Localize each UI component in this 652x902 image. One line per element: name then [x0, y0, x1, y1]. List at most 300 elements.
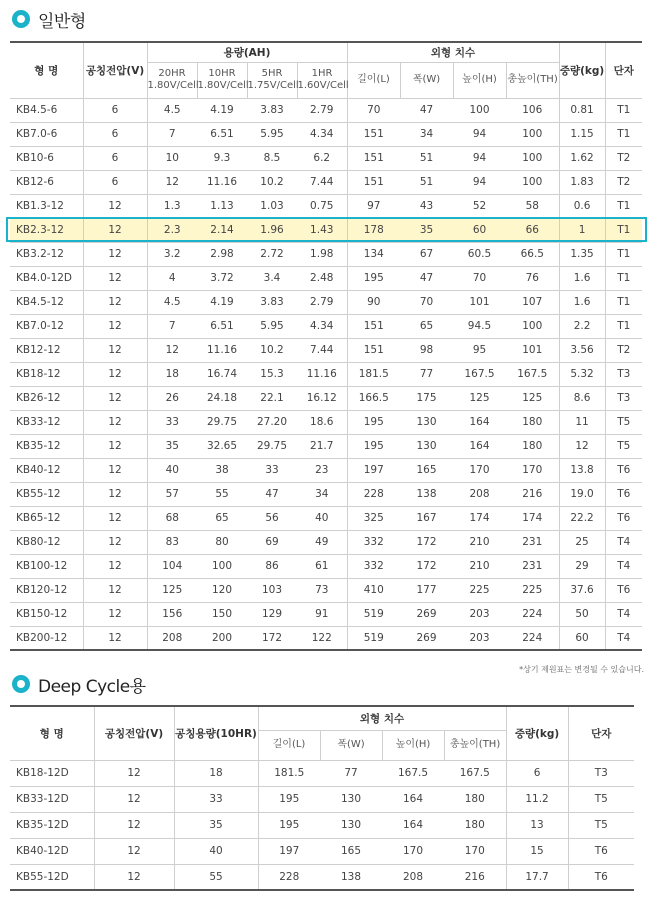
value-cell: 2.3 — [147, 218, 197, 242]
value-cell: T6 — [568, 838, 634, 864]
section-title-deep-cycle — [12, 671, 146, 697]
value-cell: 29.75 — [197, 410, 247, 434]
value-cell: 231 — [506, 554, 559, 578]
value-cell: 100 — [506, 314, 559, 338]
value-cell: T6 — [605, 458, 642, 482]
value-cell: 103 — [247, 578, 297, 602]
value-cell: T2 — [605, 338, 642, 362]
model-name-cell: KB12-12 — [10, 338, 83, 362]
value-cell: T4 — [605, 602, 642, 626]
value-cell: 67 — [400, 242, 453, 266]
value-cell: 0.81 — [559, 98, 605, 122]
value-cell: 57 — [147, 482, 197, 506]
value-cell: 8.6 — [559, 386, 605, 410]
value-cell: 208 — [147, 626, 197, 650]
value-cell: 151 — [347, 170, 400, 194]
value-cell: 231 — [506, 530, 559, 554]
table-row — [10, 434, 642, 458]
header-dimensions: 외형 치수 — [258, 706, 506, 730]
value-cell: 91 — [297, 602, 347, 626]
value-cell: T4 — [605, 530, 642, 554]
value-cell: 4.5 — [147, 98, 197, 122]
header-dimension-col: 길이(L) — [258, 730, 320, 760]
value-cell: 43 — [400, 194, 453, 218]
value-cell: 24.18 — [197, 386, 247, 410]
value-cell: 2.79 — [297, 98, 347, 122]
value-cell: 2.79 — [297, 290, 347, 314]
table-row — [10, 290, 642, 314]
value-cell: 5.95 — [247, 122, 297, 146]
circle-bullet-icon — [12, 10, 30, 28]
value-cell: 100 — [506, 170, 559, 194]
header-voltage: 공칭전압(V) — [94, 706, 174, 760]
header-model: 형 명 — [10, 42, 83, 98]
model-name-cell: KB4.0-12D — [10, 266, 83, 290]
value-cell: 51 — [400, 146, 453, 170]
value-cell: 181.5 — [258, 760, 320, 786]
value-cell: 228 — [347, 482, 400, 506]
value-cell: 174 — [453, 506, 506, 530]
value-cell: 325 — [347, 506, 400, 530]
value-cell: 18 — [147, 362, 197, 386]
value-cell: 29 — [559, 554, 605, 578]
value-cell: 16.12 — [297, 386, 347, 410]
value-cell: 55 — [174, 864, 258, 890]
model-name-cell: KB4.5-6 — [10, 98, 83, 122]
value-cell: T4 — [605, 626, 642, 650]
table-row — [10, 170, 642, 194]
value-cell: 197 — [258, 838, 320, 864]
value-cell: T5 — [568, 812, 634, 838]
value-cell: 40 — [174, 838, 258, 864]
value-cell: 164 — [453, 434, 506, 458]
value-cell: 68 — [147, 506, 197, 530]
value-cell: T4 — [605, 554, 642, 578]
value-cell: 35 — [400, 218, 453, 242]
value-cell: 138 — [400, 482, 453, 506]
value-cell: 100 — [506, 146, 559, 170]
value-cell: 12 — [94, 760, 174, 786]
value-cell: 1.15 — [559, 122, 605, 146]
value-cell: 17.7 — [506, 864, 568, 890]
value-cell: 170 — [453, 458, 506, 482]
value-cell: 130 — [400, 410, 453, 434]
model-name-cell: KB150-12 — [10, 602, 83, 626]
value-cell: 10.2 — [247, 170, 297, 194]
value-cell: 125 — [453, 386, 506, 410]
value-cell: 3.4 — [247, 266, 297, 290]
value-cell: 130 — [400, 434, 453, 458]
value-cell: 33 — [147, 410, 197, 434]
value-cell: 210 — [453, 530, 506, 554]
section-title-text: 일반형 — [38, 11, 86, 32]
value-cell: 60.5 — [453, 242, 506, 266]
value-cell: 12 — [94, 838, 174, 864]
table-row — [10, 218, 642, 242]
value-cell: T5 — [568, 786, 634, 812]
value-cell: 170 — [382, 838, 444, 864]
value-cell: 224 — [506, 626, 559, 650]
value-cell: 12 — [83, 602, 147, 626]
value-cell: 7 — [147, 314, 197, 338]
value-cell: 151 — [347, 146, 400, 170]
value-cell: 177 — [400, 578, 453, 602]
value-cell: 228 — [258, 864, 320, 890]
value-cell: 50 — [559, 602, 605, 626]
table-row — [10, 338, 642, 362]
value-cell: 1.03 — [247, 194, 297, 218]
value-cell: 165 — [320, 838, 382, 864]
value-cell: 166.5 — [347, 386, 400, 410]
value-cell: 12 — [83, 194, 147, 218]
table-row — [10, 410, 642, 434]
value-cell: 5.32 — [559, 362, 605, 386]
value-cell: 18.6 — [297, 410, 347, 434]
value-cell: 11.16 — [197, 338, 247, 362]
value-cell: 216 — [506, 482, 559, 506]
value-cell: 174 — [506, 506, 559, 530]
value-cell: 6.51 — [197, 122, 247, 146]
value-cell: 70 — [347, 98, 400, 122]
value-cell: 29.75 — [247, 434, 297, 458]
value-cell: 38 — [197, 458, 247, 482]
value-cell: 34 — [297, 482, 347, 506]
table-row — [10, 838, 634, 864]
value-cell: 7.44 — [297, 170, 347, 194]
value-cell: 2.72 — [247, 242, 297, 266]
value-cell: 410 — [347, 578, 400, 602]
header-dimension-col: 높이(H) — [453, 62, 506, 98]
value-cell: 151 — [347, 122, 400, 146]
value-cell: 77 — [400, 362, 453, 386]
value-cell: T3 — [605, 386, 642, 410]
value-cell: 18 — [174, 760, 258, 786]
value-cell: 22.1 — [247, 386, 297, 410]
header-dimension-col: 총높이(TH) — [506, 62, 559, 98]
value-cell: 2.48 — [297, 266, 347, 290]
value-cell: 94 — [453, 146, 506, 170]
value-cell: 167.5 — [382, 760, 444, 786]
value-cell: 170 — [444, 838, 506, 864]
model-name-cell: KB7.0-6 — [10, 122, 83, 146]
value-cell: 94 — [453, 170, 506, 194]
value-cell: 12 — [83, 530, 147, 554]
header-dimension-col: 길이(L) — [347, 62, 400, 98]
circle-bullet-icon — [12, 675, 30, 693]
value-cell: 49 — [297, 530, 347, 554]
table-row — [10, 602, 642, 626]
table-row — [10, 458, 642, 482]
value-cell: 12 — [83, 362, 147, 386]
value-cell: 52 — [453, 194, 506, 218]
value-cell: 55 — [197, 482, 247, 506]
value-cell: 12 — [83, 626, 147, 650]
value-cell: 34 — [400, 122, 453, 146]
value-cell: T5 — [605, 410, 642, 434]
value-cell: T1 — [605, 122, 642, 146]
value-cell: 2.2 — [559, 314, 605, 338]
value-cell: 16.74 — [197, 362, 247, 386]
header-dimension-col: 폭(W) — [320, 730, 382, 760]
value-cell: 11.16 — [297, 362, 347, 386]
value-cell: 1.6 — [559, 266, 605, 290]
value-cell: 150 — [197, 602, 247, 626]
model-name-cell: KB7.0-12 — [10, 314, 83, 338]
value-cell: 151 — [347, 338, 400, 362]
value-cell: 2.14 — [197, 218, 247, 242]
value-cell: 172 — [400, 530, 453, 554]
value-cell: 125 — [147, 578, 197, 602]
value-cell: T1 — [605, 242, 642, 266]
header-dimensions: 외형 치수 — [347, 42, 559, 62]
value-cell: 195 — [347, 410, 400, 434]
model-name-cell: KB4.5-12 — [10, 290, 83, 314]
model-name-cell: KB55-12D — [10, 864, 94, 890]
value-cell: 66.5 — [506, 242, 559, 266]
header-rate: 1HR — [311, 68, 333, 79]
value-cell: 164 — [382, 812, 444, 838]
value-cell: 12 — [83, 242, 147, 266]
value-cell: 12 — [559, 434, 605, 458]
model-name-cell: KB120-12 — [10, 578, 83, 602]
value-cell: 22.2 — [559, 506, 605, 530]
header-rate: 20HR — [158, 68, 186, 79]
header-cutoff: 1.80V/Cell — [147, 80, 199, 91]
value-cell: 94.5 — [453, 314, 506, 338]
value-cell: 1.3 — [147, 194, 197, 218]
model-name-cell: KB33-12D — [10, 786, 94, 812]
value-cell: 164 — [382, 786, 444, 812]
value-cell: 203 — [453, 602, 506, 626]
header-terminal: 단자 — [568, 706, 634, 760]
header-capacity-col — [147, 62, 197, 98]
value-cell: 178 — [347, 218, 400, 242]
value-cell: 61 — [297, 554, 347, 578]
value-cell: T1 — [605, 314, 642, 338]
value-cell: 6 — [83, 98, 147, 122]
model-name-cell: KB3.2-12 — [10, 242, 83, 266]
section-title-general — [12, 6, 86, 32]
value-cell: 47 — [400, 266, 453, 290]
header-capacity: 용량(AH) — [147, 42, 347, 62]
value-cell: T6 — [605, 578, 642, 602]
header-cutoff: 1.75V/Cell — [247, 80, 299, 91]
model-name-cell: KB26-12 — [10, 386, 83, 410]
value-cell: 200 — [197, 626, 247, 650]
value-cell: 11.2 — [506, 786, 568, 812]
value-cell: 172 — [247, 626, 297, 650]
value-cell: 167.5 — [453, 362, 506, 386]
value-cell: 101 — [506, 338, 559, 362]
value-cell: 86 — [247, 554, 297, 578]
value-cell: 156 — [147, 602, 197, 626]
value-cell: 165 — [400, 458, 453, 482]
value-cell: 4.19 — [197, 98, 247, 122]
value-cell: 23 — [297, 458, 347, 482]
value-cell: 40 — [147, 458, 197, 482]
model-name-cell: KB1.3-12 — [10, 194, 83, 218]
value-cell: 12 — [147, 338, 197, 362]
value-cell: 5.95 — [247, 314, 297, 338]
value-cell: 134 — [347, 242, 400, 266]
general-spec-table — [10, 41, 642, 651]
value-cell: 175 — [400, 386, 453, 410]
table-row — [10, 386, 642, 410]
model-name-cell: KB40-12D — [10, 838, 94, 864]
table-row — [10, 554, 642, 578]
model-name-cell: KB200-12 — [10, 626, 83, 650]
value-cell: 9.3 — [197, 146, 247, 170]
value-cell: 216 — [444, 864, 506, 890]
value-cell: 47 — [247, 482, 297, 506]
header-capacity-col — [297, 62, 347, 98]
value-cell: 6 — [83, 170, 147, 194]
value-cell: 151 — [347, 314, 400, 338]
value-cell: 98 — [400, 338, 453, 362]
table-row — [10, 626, 642, 650]
value-cell: T6 — [605, 482, 642, 506]
table-row — [10, 864, 634, 890]
value-cell: 12 — [83, 290, 147, 314]
model-name-cell: KB55-12 — [10, 482, 83, 506]
value-cell: 1.96 — [247, 218, 297, 242]
value-cell: 4 — [147, 266, 197, 290]
value-cell: 12 — [83, 554, 147, 578]
value-cell: 1.83 — [559, 170, 605, 194]
value-cell: 19.0 — [559, 482, 605, 506]
value-cell: 12 — [83, 338, 147, 362]
value-cell: 12 — [83, 218, 147, 242]
value-cell: 519 — [347, 626, 400, 650]
value-cell: 12 — [83, 506, 147, 530]
header-weight: 중량(kg) — [559, 42, 605, 98]
value-cell: T3 — [568, 760, 634, 786]
value-cell: 65 — [197, 506, 247, 530]
value-cell: 11 — [559, 410, 605, 434]
value-cell: 1.6 — [559, 290, 605, 314]
value-cell: 32.65 — [197, 434, 247, 458]
value-cell: 83 — [147, 530, 197, 554]
value-cell: 101 — [453, 290, 506, 314]
header-cutoff: 1.80V/Cell — [197, 80, 249, 91]
value-cell: 0.75 — [297, 194, 347, 218]
value-cell: 195 — [258, 786, 320, 812]
table-row — [10, 194, 642, 218]
value-cell: 70 — [400, 290, 453, 314]
table-row — [10, 122, 642, 146]
header-capacity-col — [197, 62, 247, 98]
value-cell: T3 — [605, 362, 642, 386]
value-cell: 66 — [506, 218, 559, 242]
table-row — [10, 242, 642, 266]
value-cell: 125 — [506, 386, 559, 410]
value-cell: 7 — [147, 122, 197, 146]
value-cell: 12 — [94, 864, 174, 890]
value-cell: 195 — [258, 812, 320, 838]
value-cell: 225 — [506, 578, 559, 602]
value-cell: 47 — [400, 98, 453, 122]
model-name-cell: KB2.3-12 — [10, 218, 83, 242]
header-dimension-col: 폭(W) — [400, 62, 453, 98]
value-cell: 12 — [83, 482, 147, 506]
value-cell: 1.13 — [197, 194, 247, 218]
value-cell: 76 — [506, 266, 559, 290]
value-cell: 3.56 — [559, 338, 605, 362]
table-row — [10, 812, 634, 838]
value-cell: 56 — [247, 506, 297, 530]
header-dimension-col: 높이(H) — [382, 730, 444, 760]
table-row — [10, 786, 634, 812]
value-cell: 167 — [400, 506, 453, 530]
section-title-text: Deep Cycle용 — [38, 676, 146, 697]
value-cell: 100 — [197, 554, 247, 578]
value-cell: 69 — [247, 530, 297, 554]
value-cell: 224 — [506, 602, 559, 626]
value-cell: 181.5 — [347, 362, 400, 386]
value-cell: 6.51 — [197, 314, 247, 338]
value-cell: 13.8 — [559, 458, 605, 482]
value-cell: 10.2 — [247, 338, 297, 362]
table-row — [10, 506, 642, 530]
header-cutoff: 1.60V/Cell — [297, 80, 349, 91]
value-cell: 11.16 — [197, 170, 247, 194]
table-row — [10, 530, 642, 554]
deep-cycle-spec-table — [10, 705, 634, 891]
value-cell: 70 — [453, 266, 506, 290]
value-cell: 3.72 — [197, 266, 247, 290]
value-cell: 97 — [347, 194, 400, 218]
value-cell: 1.62 — [559, 146, 605, 170]
value-cell: 138 — [320, 864, 382, 890]
value-cell: 12 — [83, 458, 147, 482]
value-cell: 1.98 — [297, 242, 347, 266]
value-cell: 269 — [400, 626, 453, 650]
value-cell: 35 — [174, 812, 258, 838]
table-row — [10, 266, 642, 290]
value-cell: 73 — [297, 578, 347, 602]
value-cell: T5 — [605, 434, 642, 458]
table-row — [10, 578, 642, 602]
value-cell: 197 — [347, 458, 400, 482]
value-cell: 6 — [506, 760, 568, 786]
header-voltage: 공칭전압(V) — [83, 42, 147, 98]
table-row — [10, 314, 642, 338]
value-cell: 4.5 — [147, 290, 197, 314]
value-cell: 12 — [83, 386, 147, 410]
table-row — [10, 146, 642, 170]
value-cell: 180 — [506, 410, 559, 434]
value-cell: 1 — [559, 218, 605, 242]
value-cell: 8.5 — [247, 146, 297, 170]
header-weight: 중량(kg) — [506, 706, 568, 760]
value-cell: 130 — [320, 812, 382, 838]
value-cell: 26 — [147, 386, 197, 410]
value-cell: 33 — [247, 458, 297, 482]
value-cell: 225 — [453, 578, 506, 602]
model-name-cell: KB12-6 — [10, 170, 83, 194]
model-name-cell: KB100-12 — [10, 554, 83, 578]
value-cell: 170 — [506, 458, 559, 482]
value-cell: 122 — [297, 626, 347, 650]
value-cell: 12 — [83, 434, 147, 458]
value-cell: 12 — [83, 266, 147, 290]
model-name-cell: KB65-12 — [10, 506, 83, 530]
value-cell: 195 — [347, 434, 400, 458]
header-rate: 10HR — [208, 68, 236, 79]
header-capacity-col — [247, 62, 297, 98]
header-terminal: 단자 — [605, 42, 642, 98]
value-cell: T1 — [605, 266, 642, 290]
